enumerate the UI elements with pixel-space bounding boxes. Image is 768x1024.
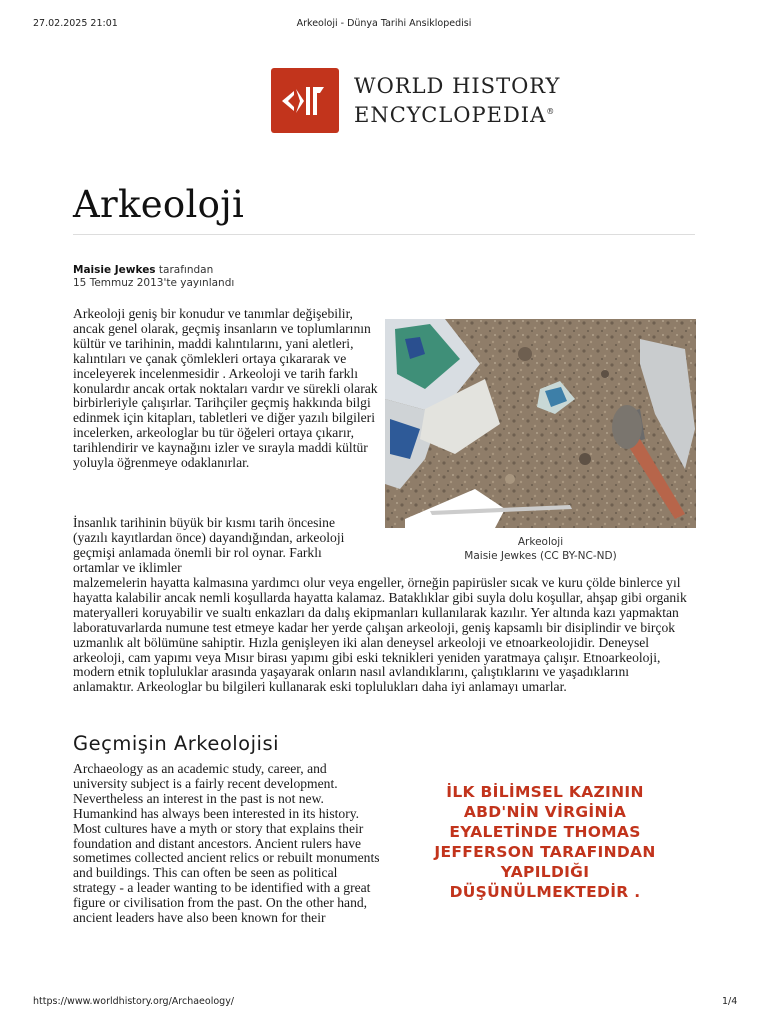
site-logo[interactable]	[271, 68, 560, 133]
caption-title: Arkeoloji	[517, 536, 564, 548]
publish-date: 15 Temmuz 2013'te yayınlandı	[73, 277, 235, 289]
pull-quote: İLK BİLİMSEL KAZININ ABD'NİN VİRGİNİA EYALETİNDE THOMAS JEFFERSON TARAFINDAN YAPILDIĞI DÜŞÜNÜLMEKTEDİR .	[434, 783, 656, 901]
logo-line-1: WORLD HISTORY	[354, 74, 561, 98]
section-heading: Geçmişin Arkeolojisi	[73, 732, 280, 755]
print-footer-url: https://www.worldhistory.org/Archaeology/	[33, 996, 235, 1007]
print-page-number: 1/4	[722, 996, 738, 1007]
image-caption	[385, 535, 696, 563]
article-image[interactable]	[385, 319, 696, 528]
paragraph-2-wrapped: İnsanlık tarihinin büyük bir kısmı tarih öncesine (yazılı kayıtlardan önce) dayandığından, arkeoloji geçmişi anlamada önemli bir rol oynar. Farklı ortamlar ve iklimler	[73, 515, 345, 575]
title-divider	[73, 234, 695, 235]
article-title: Arkeoloji	[73, 183, 245, 226]
section-paragraph: Archaeology as an academic study, career, and university subject is a fairly recent development. Nevertheless an interest in the past is not new. Humankind has always been interested in its history. Most cultures have a myth or story that explains their foundation and distant ancestors. Ancient rulers have sometimes collected ancient relics or rebuilt monuments and buildings. This can often be seen as political strategy - a leader wanting to be identified with a great figure or civilisation from the past. On the other hand, ancient leaders have also been known for their	[73, 761, 380, 926]
print-page-title: Arkeoloji - Dünya Tarihi Ansiklopedisi	[296, 18, 472, 29]
paragraph-2-full: malzemelerin hayatta kalmasına yardımcı olur veya engeller, örneğin papirüsler sıcak ve kuru çölde binlerce yıl hayatta kalabilir ancak nemli koşullarda hayatta kalamaz. Bataklıklar gibi suyla dolu koşullar, ahşap gibi organik materyalleri koruyabilir ve sualtı enkazları da dalış ekipmanları kullanılarak kazılır. Yer altında kazı yapmaktan laboratuvarlarda numune test etmeye kadar her yerde çalışan arkeoloji, geniş kapsamlı bir disiplindir ve birçok uzmanlık alt bölümüne sahiptir. Hızla genişleyen iki alan deneysel arkeoloji ve etnoarkeolojidir. Deneysel arkeoloji, cam yapımı veya Mısır birası yapımı gibi eski teknikleri yeniden yaratmaya çalışır. Etnoarkeoloji, modern etnik topluluklar arasında yaşayarak onların nasıl avlandıklarını, çalıştıklarını ve yaşadıklarını anlamaktır. Arkeologlar bu bilgileri kullanarak eski toplulukları daha iyi anlamayı umarlar.	[73, 575, 687, 695]
whe-logo-icon	[271, 68, 339, 133]
print-date: 27.02.2025 21:01	[33, 18, 118, 29]
author-suffix: tarafından	[155, 264, 214, 276]
intro-paragraph: Arkeoloji geniş bir konudur ve tanımlar değişebilir, ancak genel olarak, geçmiş insanların ve toplumlarının kültür ve tarihinin, maddi kalıntılarını, yani aletleri, kalıntıları ve çanak çömlekleri ortaya çıkararak ve inceleyerek incelenmesidir . Arkeoloji ve tarih farklı konulardır ancak ortak noktaları vardır ve sürekli olarak birbirleriyle çalışırlar. Tarihçiler geçmiş hakkında bilgi edinmek için kitapları, tabletleri ve diğer yazılı bilgileri incelerken, arkeologlar bu tür öğeleri ortaya çıkarır, tarihlendirir ve kaynağını izler ve sırayla maddi kültür yoluyla öğrenmeye odaklanırlar.	[73, 306, 378, 471]
registered-mark: ®	[546, 107, 556, 116]
author-link[interactable]: Maisie Jewkes	[73, 264, 156, 276]
byline	[73, 264, 234, 290]
caption-credit: Maisie Jewkes (CC BY-NC-ND)	[464, 550, 617, 562]
logo-line-2: ENCYCLOPEDIA	[354, 103, 547, 127]
